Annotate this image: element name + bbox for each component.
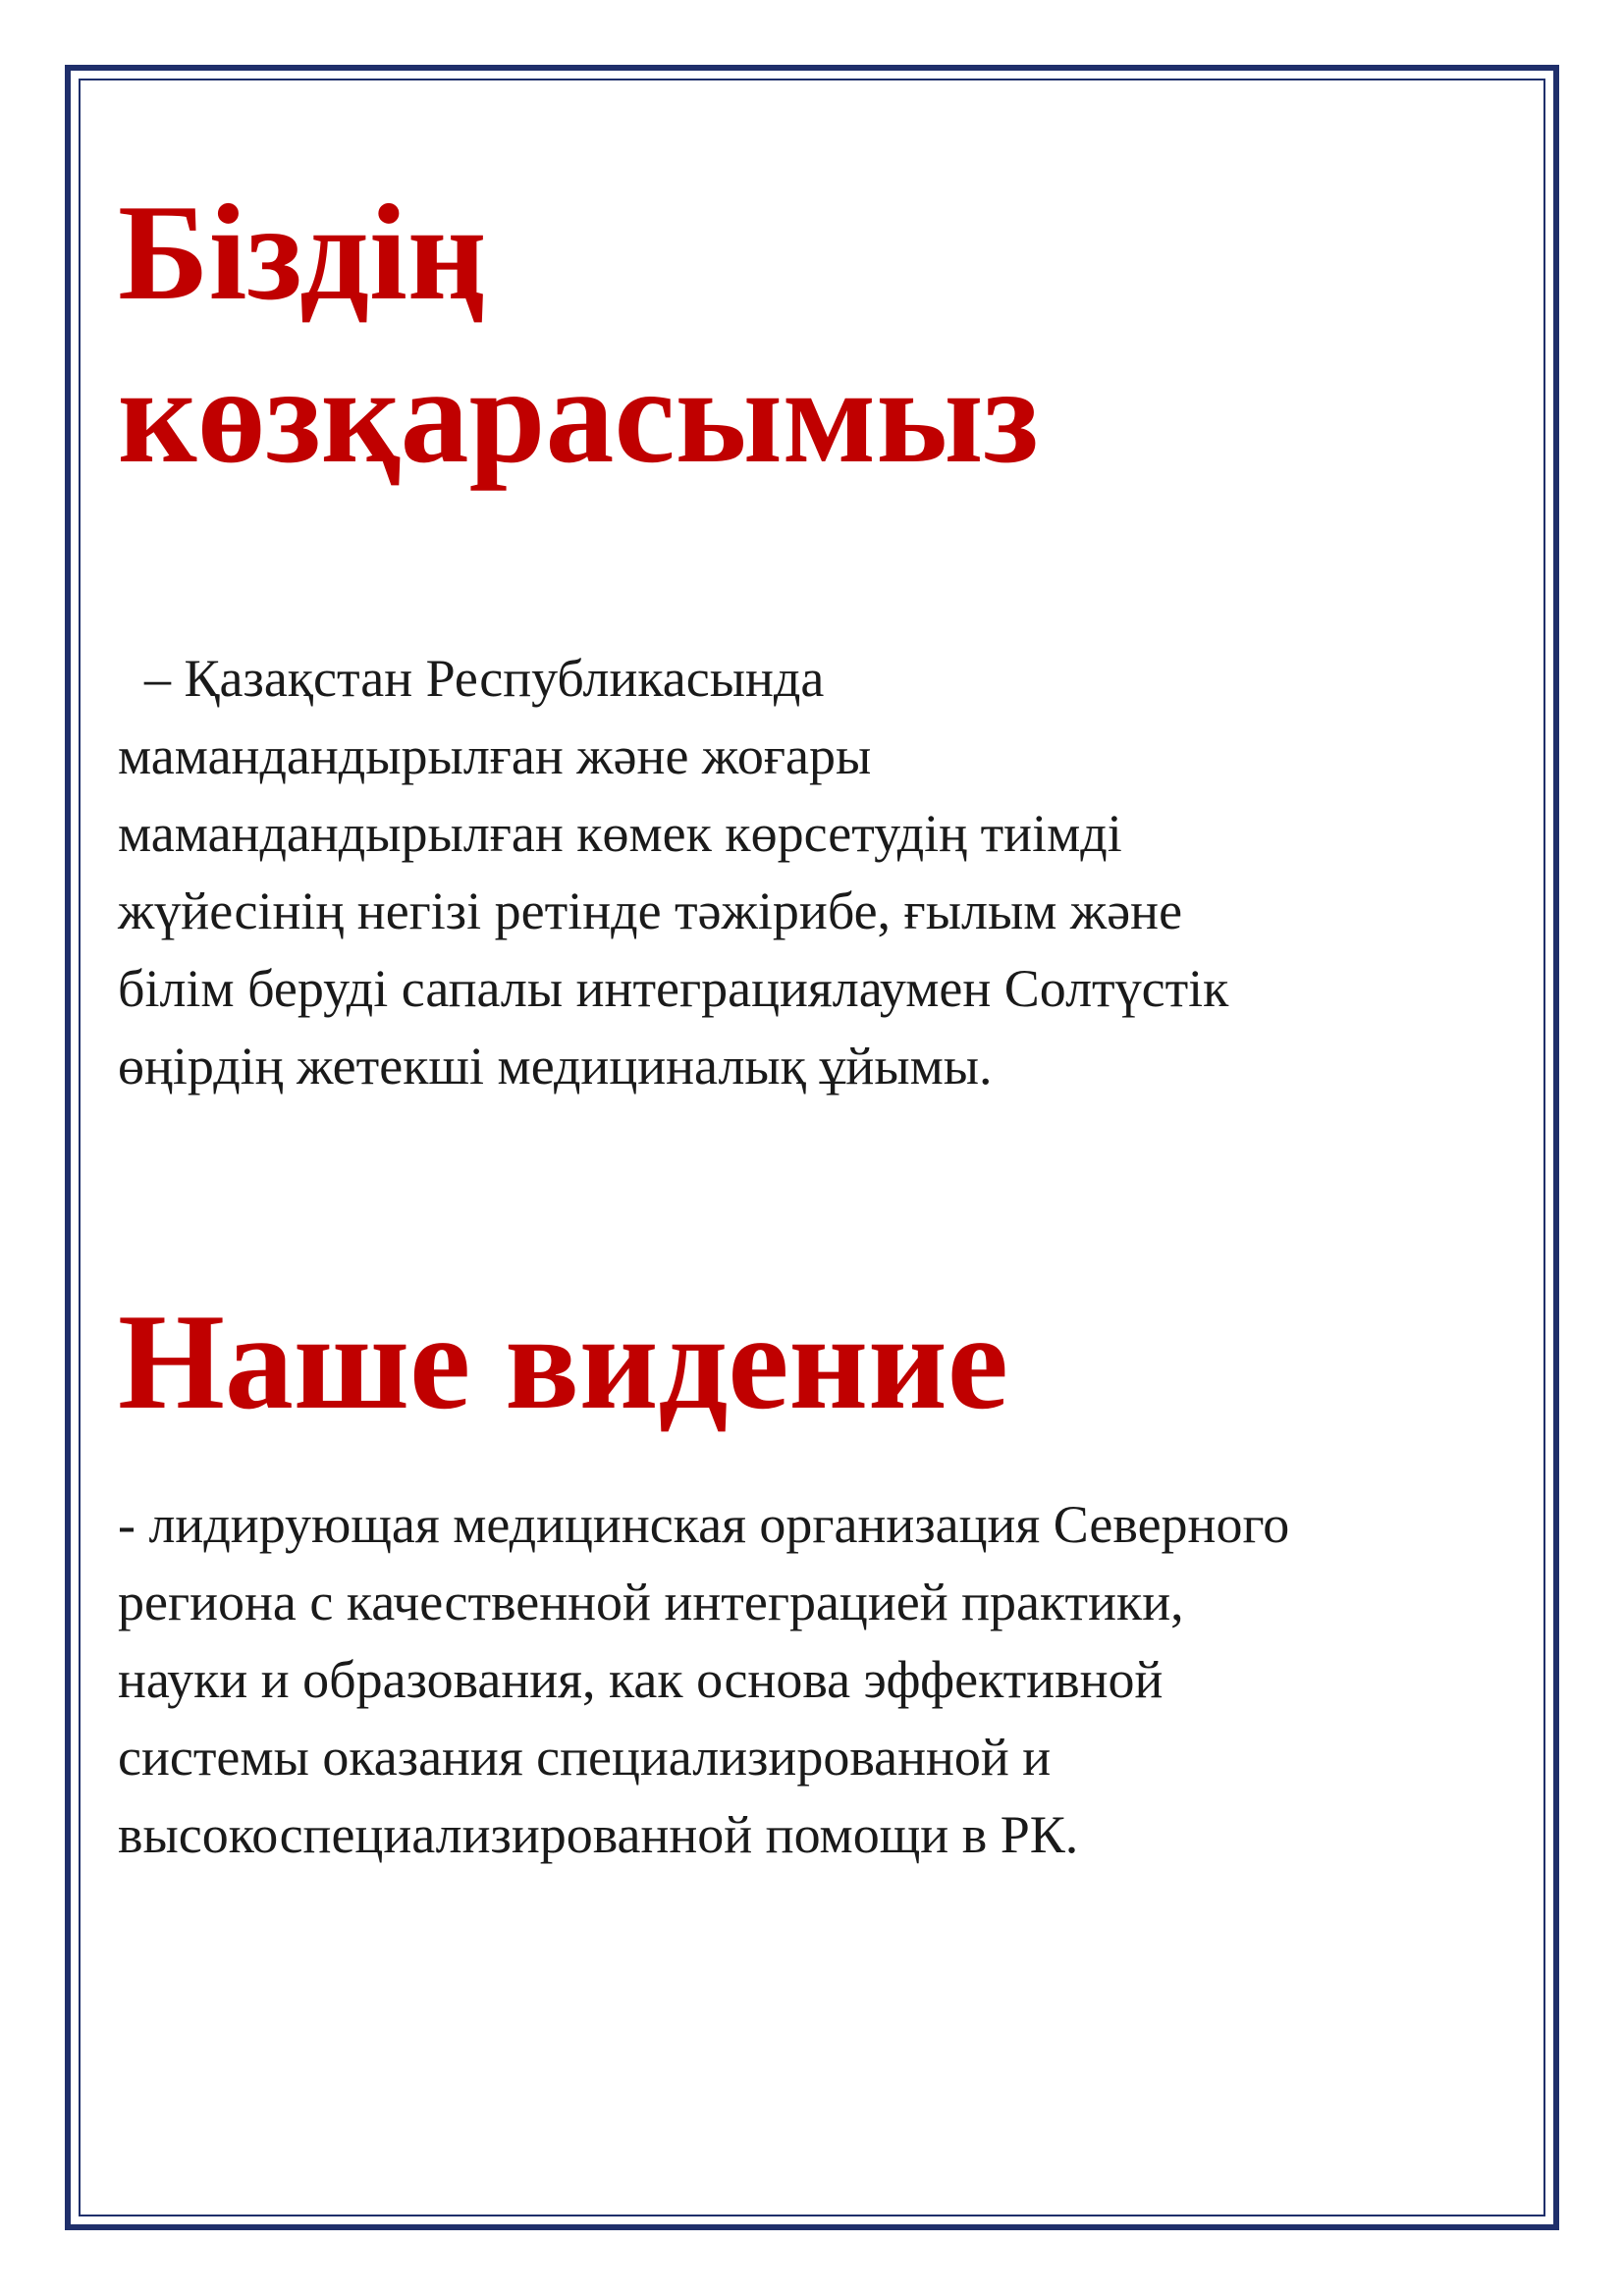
section-kz-heading — [118, 172, 1039, 498]
heading-kz-line-2: көзқарасымыз — [118, 340, 1039, 492]
section-kz-text — [118, 640, 1228, 1105]
ru-text-line: - лидирующая медицинская организация Северного — [118, 1495, 1290, 1554]
kz-text-line: мамандандырылған көмек көрсетудің тиімді — [118, 804, 1122, 863]
ru-text-line: высокоспециализированной помощи в РК. — [118, 1805, 1079, 1864]
kz-text-line: жүйесінің негізі ретінде тәжірибе, ғылым және — [118, 881, 1183, 940]
kz-text-line: өңірдің жетекші медициналық ұйымы. — [118, 1037, 993, 1095]
kz-text-line: білім беруді сапалы интеграциялаумен Солтүстік — [118, 959, 1229, 1018]
section-ru-text — [118, 1486, 1289, 1874]
ru-text-line: науки и образования, как основа эффективной — [118, 1650, 1164, 1709]
kz-text-line: – Қазақстан Республикасында — [118, 649, 825, 708]
ru-text-line: региона с качественной интеграцией практики, — [118, 1573, 1184, 1631]
heading-kz-line-1: Біздің — [118, 177, 487, 329]
kz-text-line: мамандандырылған және жоғары — [118, 726, 872, 785]
heading-ru: Наше видение — [118, 1286, 1008, 1438]
ru-text-line: системы оказания специализированной и — [118, 1728, 1052, 1787]
